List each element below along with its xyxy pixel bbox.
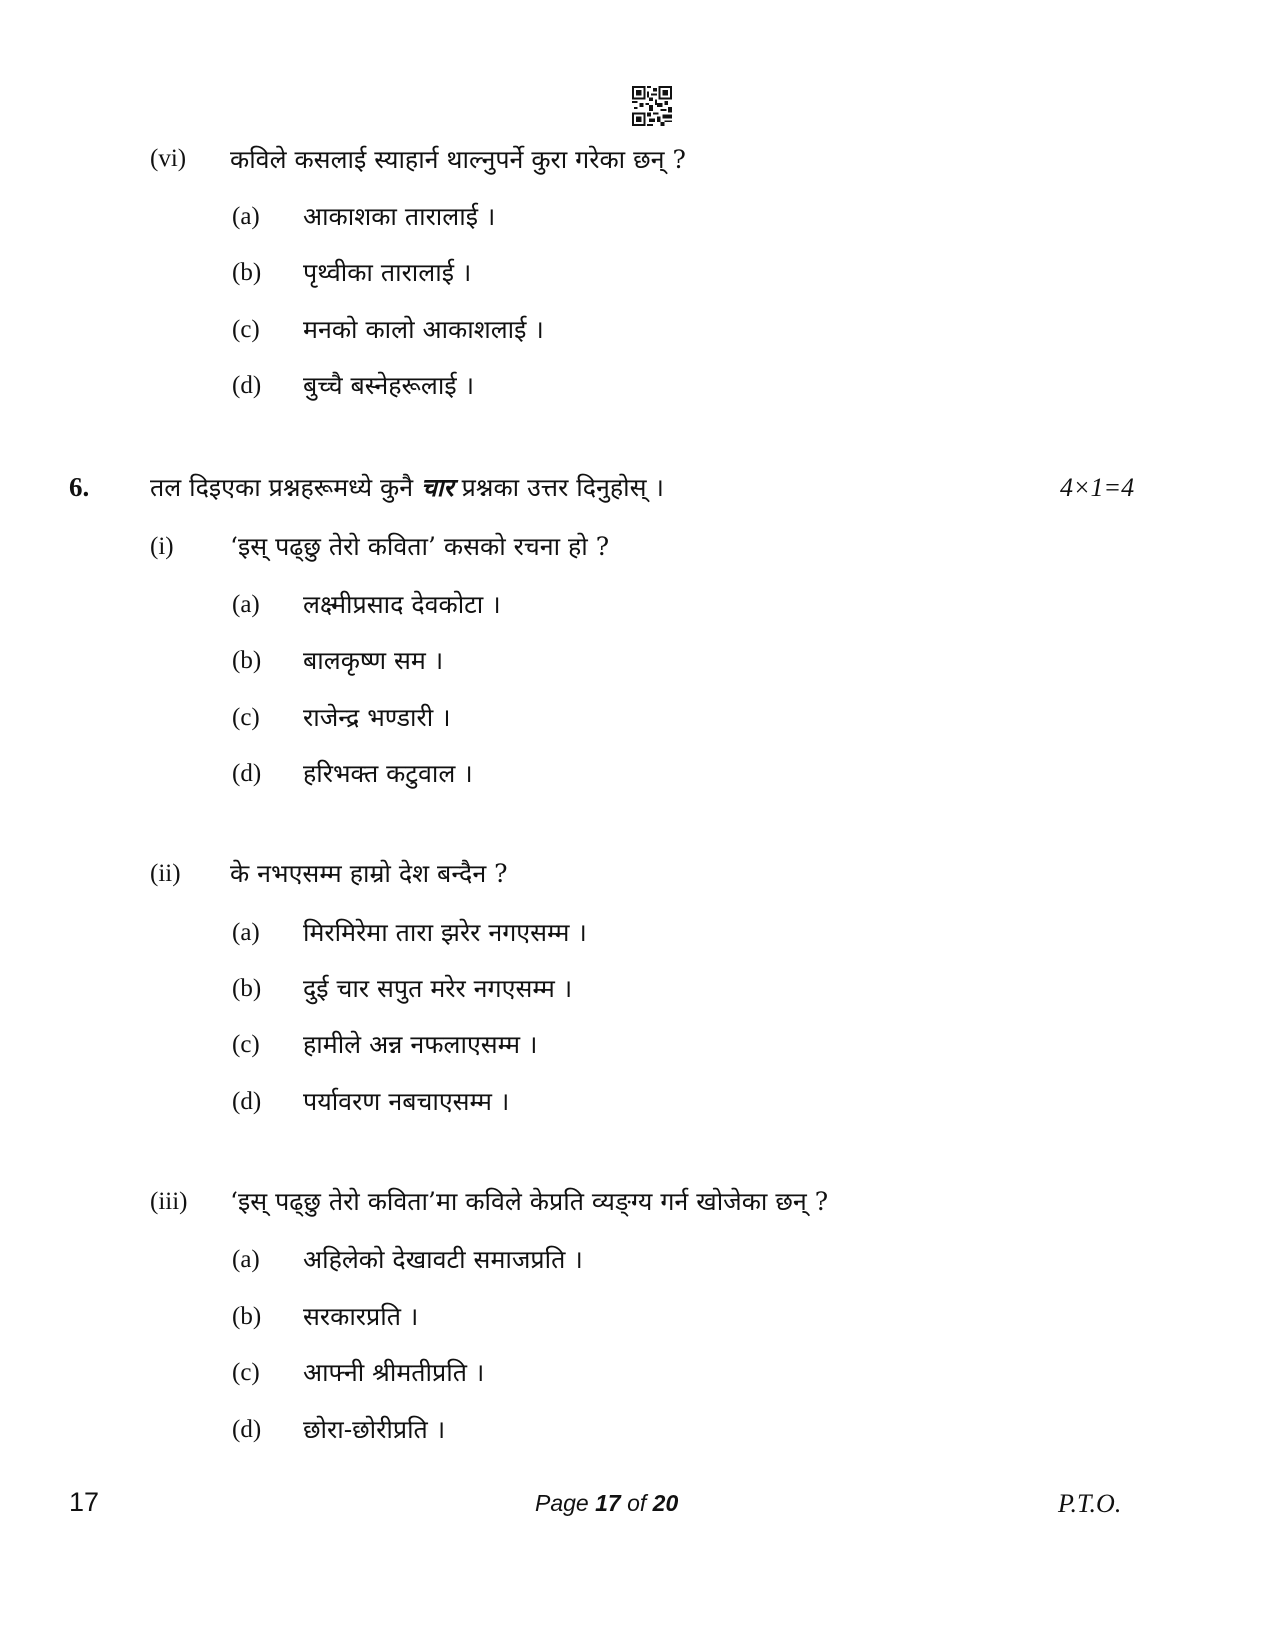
subquestion-text-i: ‘इस् पढ्छु तेरो कविता’ कसको रचना हो ?	[230, 532, 610, 561]
qr-code-icon	[632, 86, 672, 126]
page-current: 17	[595, 1490, 621, 1516]
option-label: (c)	[232, 1031, 260, 1058]
option-text: बालकृष्ण सम ।	[303, 646, 444, 675]
instruction-emphasis: चार	[421, 473, 454, 502]
option-text: आफ्नी श्रीमतीप्रति ।	[303, 1358, 485, 1387]
option-label: (c)	[232, 316, 260, 343]
instruction-text-post: प्रश्नका उत्तर दिनुहोस् ।	[461, 473, 664, 502]
option-text: पर्यावरण नबचाएसम्म ।	[303, 1087, 510, 1116]
subquestion-number-ii: (ii)	[150, 860, 181, 887]
page-code: 17	[69, 1487, 100, 1517]
option-text: आकाशका तारालाई ।	[303, 202, 496, 231]
option-text: सरकारप्रति ।	[303, 1302, 419, 1331]
page-of: of	[627, 1490, 647, 1516]
page-total: 20	[652, 1490, 679, 1516]
instruction-text-pre: तल दिइएका प्रश्नहरूमध्ये कुनै	[150, 473, 414, 502]
option-text: पृथ्वीका तारालाई ।	[303, 258, 472, 287]
subquestion-number-i: (i)	[150, 533, 174, 560]
page-indicator	[535, 1490, 678, 1517]
option-label: (b)	[232, 647, 262, 674]
option-label: (b)	[232, 259, 262, 286]
option-text: हरिभक्त कटुवाल ।	[303, 759, 473, 788]
option-label: (d)	[232, 372, 262, 399]
option-label: (a)	[232, 919, 260, 946]
subquestion-text-iii: ‘इस् पढ्छु तेरो कविता’मा कविले केप्रति व्यङ्ग्य गर्न खोजेका छन् ?	[230, 1187, 829, 1216]
option-text: मनको कालो आकाशलाई ।	[303, 315, 544, 344]
option-text: छोरा-छोरीप्रति ।	[303, 1415, 446, 1444]
option-label: (c)	[232, 1359, 260, 1386]
option-label: (b)	[232, 1303, 262, 1330]
option-text: हामीले अन्न नफलाएसम्म ।	[303, 1030, 538, 1059]
subquestion-text-vi: कविले कसलाई स्याहार्न थाल्नुपर्ने कुरा गरेका छन् ?	[230, 145, 686, 174]
pto-label: P.T.O.	[1058, 1489, 1122, 1518]
option-text: अहिलेको देखावटी समाजप्रति ।	[303, 1245, 583, 1274]
subquestion-number-vi: (vi)	[150, 145, 187, 172]
marks-allocation: 4×1=4	[1060, 473, 1135, 502]
question-number: 6.	[69, 472, 90, 502]
option-text: राजेन्द्र भण्डारी ।	[303, 703, 451, 732]
question-instruction	[150, 470, 664, 504]
option-text: दुई चार सपुत मरेर नगएसम्म ।	[303, 974, 573, 1003]
page-word: Page	[535, 1490, 589, 1516]
option-text: मिरमिरेमा तारा झरेर नगएसम्म ।	[303, 918, 587, 947]
subquestion-text-ii: के नभएसम्म हाम्रो देश बन्दैन ?	[230, 859, 508, 888]
option-label: (a)	[232, 203, 260, 230]
option-label: (a)	[232, 1246, 260, 1273]
option-label: (a)	[232, 591, 260, 618]
option-label: (d)	[232, 1088, 262, 1115]
option-label: (c)	[232, 704, 260, 731]
option-label: (d)	[232, 760, 262, 787]
option-label: (b)	[232, 975, 262, 1002]
option-text: लक्ष्मीप्रसाद देवकोटा ।	[303, 590, 501, 619]
option-label: (d)	[232, 1416, 262, 1443]
option-text: बुच्चै बस्नेहरूलाई ।	[303, 371, 475, 400]
subquestion-number-iii: (iii)	[150, 1188, 188, 1215]
